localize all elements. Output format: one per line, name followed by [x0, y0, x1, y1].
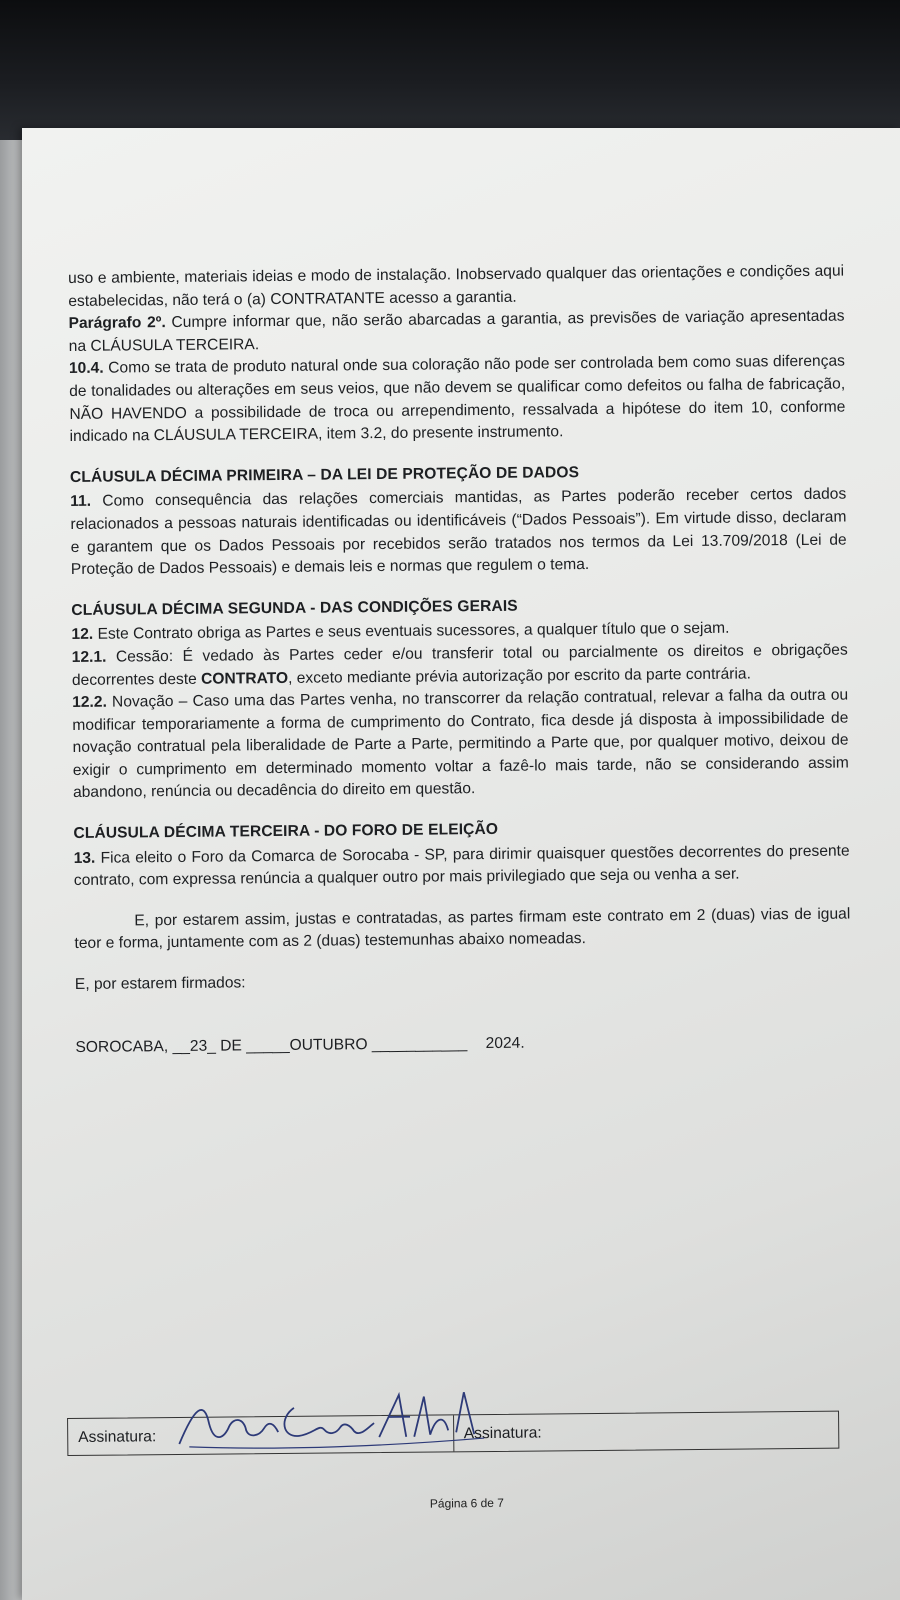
clause-12-2-label: 12.2. — [72, 693, 107, 712]
clause-12-2-paragraph — [72, 685, 849, 805]
firmados-line: E, por estarem firmados: — [74, 974, 246, 993]
clause-12-1-bold: CONTRATO — [201, 669, 289, 688]
clause-12-label: 12. — [71, 626, 94, 644]
signature-cell-right — [453, 1412, 839, 1452]
paragrafo-2-text: Cumpre informar que, não serão abarcadas a garantia, as previsões de variação apresentadas na CLÁUSULA TERCEIRA. — [68, 307, 845, 355]
item-10-4 — [69, 351, 846, 449]
document-content — [68, 261, 852, 1511]
signature-label-left: Assinatura: — [78, 1428, 157, 1446]
paragrafo-2 — [68, 306, 844, 359]
closing-paragraph: E, por estarem assim, justas e contratadas, as partes firmam este contrato em 2 (duas) vias de igual teor e forma, juntamente com as 2 (duas) testemunhas abaixo nomeadas. — [74, 905, 851, 953]
date-year: 2024. — [485, 1034, 525, 1052]
clause-12-1-paragraph — [72, 639, 848, 692]
item-10-4-text: Como se trata de produto natural onde sua coloração não pode ser controlada bem como suas diferenças de tonalidades ou alterações em seus veios, que não devem se qualificar como defeitos ou falha de fabricação, NÃO HAVENDO a possibilidade de troca ou arrependimento, ressalvada a hipótese do item 10, conforme indicado na CLÁUSULA TERCEIRA, item 3.2, do presente instrumento. — [69, 352, 846, 446]
clause-12-2-text: Novação – Caso uma das Partes venha, no transcorrer da relação contratual, relevar a falha da outra ou modificar temporariamente a forma de cumprimento do Contrato, fica desde já disposta à impossibilidade de novação contratual pela liberalidade de Parte a Parte, permitindo a Parte que, por qualquer motivo, deixou de exigir o cumprimento em determinado momento voltar a fazê-lo mais tarde, não se considerando assim abandono, renúncia ou decadência do direito em questão. — [72, 686, 849, 802]
clause-13-text: Fica eleito o Foro da Comarca de Sorocaba - SP, para dirimir quaisquer questões decorrentes do presente contrato, com expressa renúncia a qualquer outro por mais privilegiado que seja ou venha a ser. — [73, 842, 850, 890]
clause-11-heading: CLÁUSULA DÉCIMA PRIMEIRA – DA LEI DE PROTEÇÃO DE DADOS — [69, 463, 580, 486]
clause-12-heading: CLÁUSULA DÉCIMA SEGUNDA - DAS CONDIÇÕES GERAIS — [71, 597, 518, 619]
intro-paragraph: uso e ambiente, materiais ideias e modo de instalação. Inobservado qualquer das orientações e condições aqui estabelecidas, não terá o (a) CONTRATANTE acesso a garantia. — [68, 262, 845, 310]
clause-13-heading: CLÁUSULA DÉCIMA TERCEIRA - DO FORO DE ELEIÇÃO — [73, 820, 499, 843]
handwritten-signature — [174, 1386, 505, 1459]
clause-12-1-label: 12.1. — [71, 648, 107, 666]
clause-11-paragraph — [70, 484, 847, 582]
clause-11-label: 11. — [70, 493, 92, 511]
paragrafo-2-label: Parágrafo 2º. — [68, 314, 166, 333]
date-city: SOROCABA, __23_ DE _____OUTUBRO ___________ — [75, 1034, 468, 1056]
clause-11-text: Como consequência das relações comerciais mantidas, as Partes poderão receber certos dados relacionados a pessoas naturais identificadas ou identificáveis (“Dados Pessoais”). Em virtude disso, declaram e garantem que os Dados Pessoais por recebidos serão tratados nos termos da Lei 13.709/2018 (Lei de Proteção de Dados Pessoais) e demais leis e normas que regulem o tema. — [70, 485, 847, 579]
item-10-4-label: 10.4. — [68, 360, 104, 378]
clause-12-text: Este Contrato obriga as Partes e seus eventuais sucessores, a qualquer título que o sejam. — [93, 619, 730, 644]
clause-12-1-text-a: Cessão: É vedado às Partes ceder e/ou transferir total ou parcialmente os direitos e obrigações decorrentes deste — [71, 641, 848, 689]
clause-13-paragraph — [74, 840, 850, 893]
signature-label-right: Assinatura: — [463, 1424, 542, 1443]
clause-12-1-text-b: , exceto mediante prévia autorização por escrito da parte contrária. — [287, 664, 751, 687]
page-number: Página 6 de 7 — [429, 1495, 505, 1511]
clause-13-label: 13. — [73, 849, 96, 867]
